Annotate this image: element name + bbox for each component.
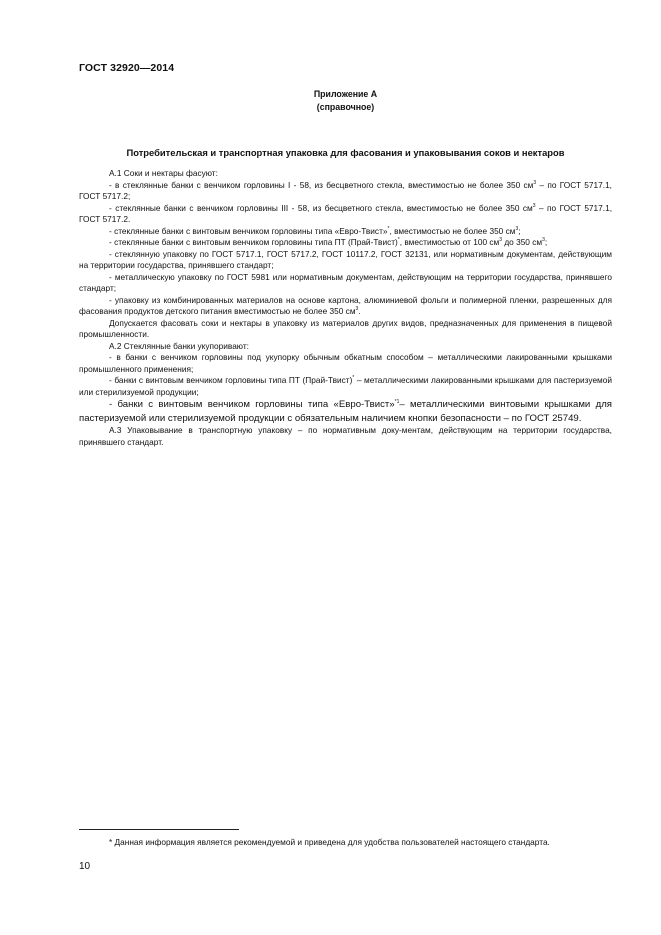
- superscript: 3: [532, 202, 536, 209]
- paragraph: [79, 425, 612, 448]
- paragraph-text: - банки с винтовым венчиком горловины типа ПТ (Прай-Твист): [109, 375, 353, 385]
- standard-code-header: ГОСТ 32920—2014: [79, 62, 175, 74]
- paragraph-text: – по ГОСТ 5717.1, ГОСТ 5717.2;: [79, 179, 612, 201]
- superscript: *: [352, 375, 355, 381]
- paragraph-text: - стеклянную упаковку по ГОСТ 5717.1, ГОСТ 5717.2, ГОСТ 10117.2, ГОСТ 32131, или нормативным документам, действующим на территории государства, принявшего стандарт;: [79, 248, 612, 270]
- paragraph: [79, 168, 612, 180]
- paragraph: [79, 318, 612, 341]
- paragraph-text: Допускается фасовать соки и нектары в упаковку из материалов других видов, предназначенных для применения в пищевой промышленности.: [79, 317, 612, 339]
- superscript: 3: [533, 179, 537, 186]
- paragraph-text: - металлическую упаковку по ГОСТ 5981 или нормативным документам, действующим на территории государства, принявшего стандарт;: [79, 271, 612, 293]
- paragraph-text: А.3 Упаковывание в транспортную упаковку – по нормативным доку-ментам, действующим на территории государства, принявшего стандарт.: [79, 425, 612, 447]
- paragraph-text: - стеклянные банки с венчиком горловины III - 58, из бесцветного стекла, вместимостью не более 350 см: [109, 202, 533, 213]
- paragraph-text: - стеклянные банки с винтовым венчиком горловины типа «Евро-Твист»: [109, 225, 388, 236]
- annex-heading: [79, 88, 612, 113]
- superscript: *1: [394, 399, 400, 405]
- paragraph-text: ;: [544, 237, 548, 247]
- paragraph: [79, 352, 612, 375]
- paragraph-text: - стеклянные банки с винтовым венчиком горловины типа ПТ (Прай-Твист): [109, 237, 398, 247]
- superscript: *: [387, 225, 390, 232]
- paragraph: [79, 341, 612, 353]
- paragraph-text: – металлическими лакированными крышками для пастеризуемой или стерилизуемой продукции;: [79, 375, 613, 397]
- paragraph-text: – по ГОСТ 5717.1, ГОСТ 5717.2.: [79, 202, 612, 224]
- paragraph-text: .: [358, 306, 361, 316]
- paragraph-text: – металлическими винтовыми крышками для пастеризуемой или стерилизуемой продукции с обязательным наличием кнопки безопасности – по ГОСТ 25749.: [79, 399, 612, 424]
- paragraph: [79, 398, 612, 425]
- paragraph: [79, 295, 612, 318]
- document-body: [79, 168, 612, 448]
- section-title: Потребительская и транспортная упаковка для фасования и упаковывания соков и нектаров: [126, 147, 565, 158]
- superscript: 3: [515, 225, 519, 232]
- paragraph: [79, 237, 612, 249]
- paragraph-text: А.1 Соки и нектары фасуют:: [109, 168, 218, 178]
- paragraph: [79, 249, 612, 272]
- superscript: *: [397, 237, 400, 243]
- page-number: 10: [79, 861, 91, 872]
- paragraph: [79, 272, 612, 295]
- paragraph-text: - банки с винтовым венчиком горловины типа «Евро-Твист»: [109, 399, 395, 410]
- superscript: 3: [499, 237, 503, 243]
- paragraph-text: - упаковку из комбинированных материалов на основе картона, алюминиевой фольги и полимерной пленки, разрешенных для фасования продуктов детского питания вместимостью не более 350 см: [79, 294, 612, 316]
- paragraph-text: , вместимостью не более 350 см: [389, 225, 516, 236]
- paragraph-text: ;: [518, 225, 521, 236]
- paragraph-text: А.2 Стеклянные банки укупоривают:: [109, 340, 249, 351]
- superscript: 3: [542, 237, 545, 243]
- paragraph: [79, 180, 612, 203]
- footnote-separator: [79, 829, 239, 830]
- paragraph-text: до 350 см: [502, 237, 543, 247]
- paragraph-text: - в банки с венчиком горловины под укупорку обычным обкатным способом – металлическими лакированными крышками промышленного применения;: [79, 352, 612, 374]
- superscript: 3: [355, 306, 359, 312]
- paragraph: [79, 375, 612, 398]
- footnote: * Данная информация является рекомендуемой и приведена для удобства пользователей настоящего стандарта.: [109, 837, 550, 847]
- paragraph-text: , вместимостью от 100 см: [399, 237, 500, 247]
- paragraph-text: - в стеклянные банки с венчиком горловины I - 58, из бесцветного стекла, вместимостью не более 350 см: [109, 179, 534, 190]
- paragraph: [79, 203, 612, 226]
- annex-name: Приложение А: [313, 89, 378, 99]
- annex-type: (справочное): [316, 101, 375, 112]
- paragraph: [79, 226, 612, 238]
